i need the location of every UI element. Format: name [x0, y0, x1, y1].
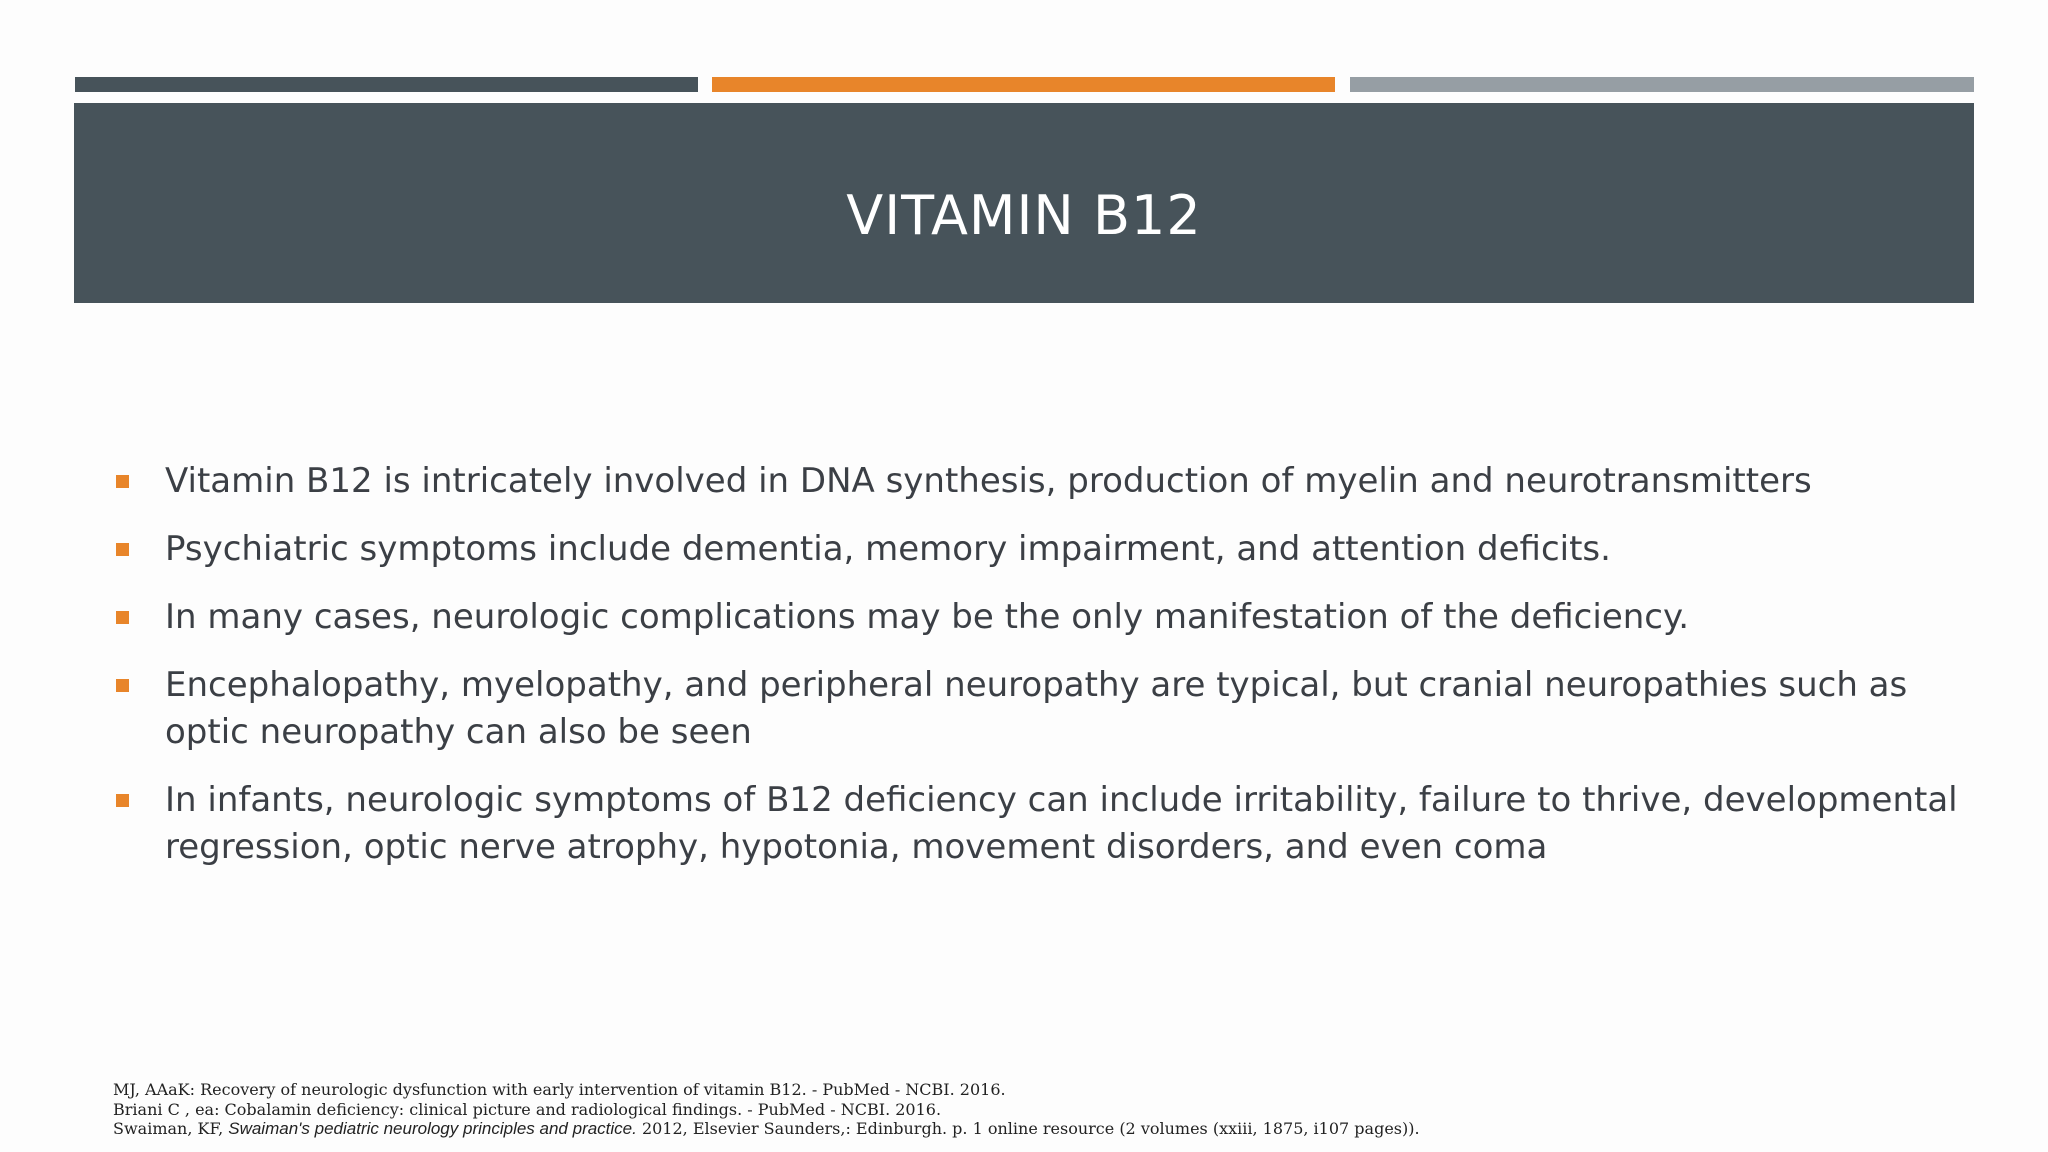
bullet-list: [112, 458, 1962, 892]
bullet-text: Vitamin B12 is intricately involved in DNA synthesis, production of myelin and neurotransmitters: [165, 461, 1812, 501]
accent-bar-dark: [75, 77, 698, 92]
square-bullet-icon: [116, 543, 129, 556]
bullet-text: Encephalopathy, myelopathy, and peripheral neuropathy are typical, but cranial neuropathies such as optic neuropathy can also be seen: [165, 665, 1908, 752]
square-bullet-icon: [116, 794, 129, 807]
square-bullet-icon: [116, 679, 129, 692]
reference-3-prefix: Swaiman, KF,: [113, 1119, 229, 1138]
bullet-item: [112, 594, 1962, 641]
bullet-text: Psychiatric symptoms include dementia, memory impairment, and attention deficits.: [165, 529, 1611, 569]
accent-bar-gray: [1350, 77, 1974, 92]
bullet-item: [112, 458, 1962, 505]
title-band: [74, 103, 1974, 303]
reference-3: [113, 1119, 1963, 1139]
square-bullet-icon: [116, 475, 129, 488]
bullet-text: In many cases, neurologic complications may be the only manifestation of the deficiency.: [165, 597, 1690, 637]
reference-1: MJ, AAaK: Recovery of neurologic dysfunction with early intervention of vitamin B12. - PubMed - NCBI. 2016.: [113, 1080, 1006, 1099]
bullet-item: [112, 777, 1962, 871]
accent-bar-orange: [712, 77, 1335, 92]
square-bullet-icon: [116, 611, 129, 624]
bullet-item: [112, 662, 1962, 756]
reference-2: Briani C , ea: Cobalamin deficiency: clinical picture and radiological findings. - PubMed - NCBI. 2016.: [113, 1099, 942, 1119]
slide-title: VITAMIN B12: [846, 183, 1202, 247]
bullet-item: [112, 526, 1962, 573]
reference-3-title: Swaiman's pediatric neurology principles and practice.: [228, 1119, 637, 1138]
reference-3-suffix: 2012, Elsevier Saunders,: Edinburgh. p. 1 online resource (2 volumes (xxiii, 1875, i107 pages)).: [636, 1119, 1420, 1138]
bullet-text: In infants, neurologic symptoms of B12 deficiency can include irritability, failure to thrive, developmental regression, optic nerve atrophy, hypotonia, movement disorders, and even coma: [165, 780, 1958, 867]
references: [113, 1080, 1963, 1139]
